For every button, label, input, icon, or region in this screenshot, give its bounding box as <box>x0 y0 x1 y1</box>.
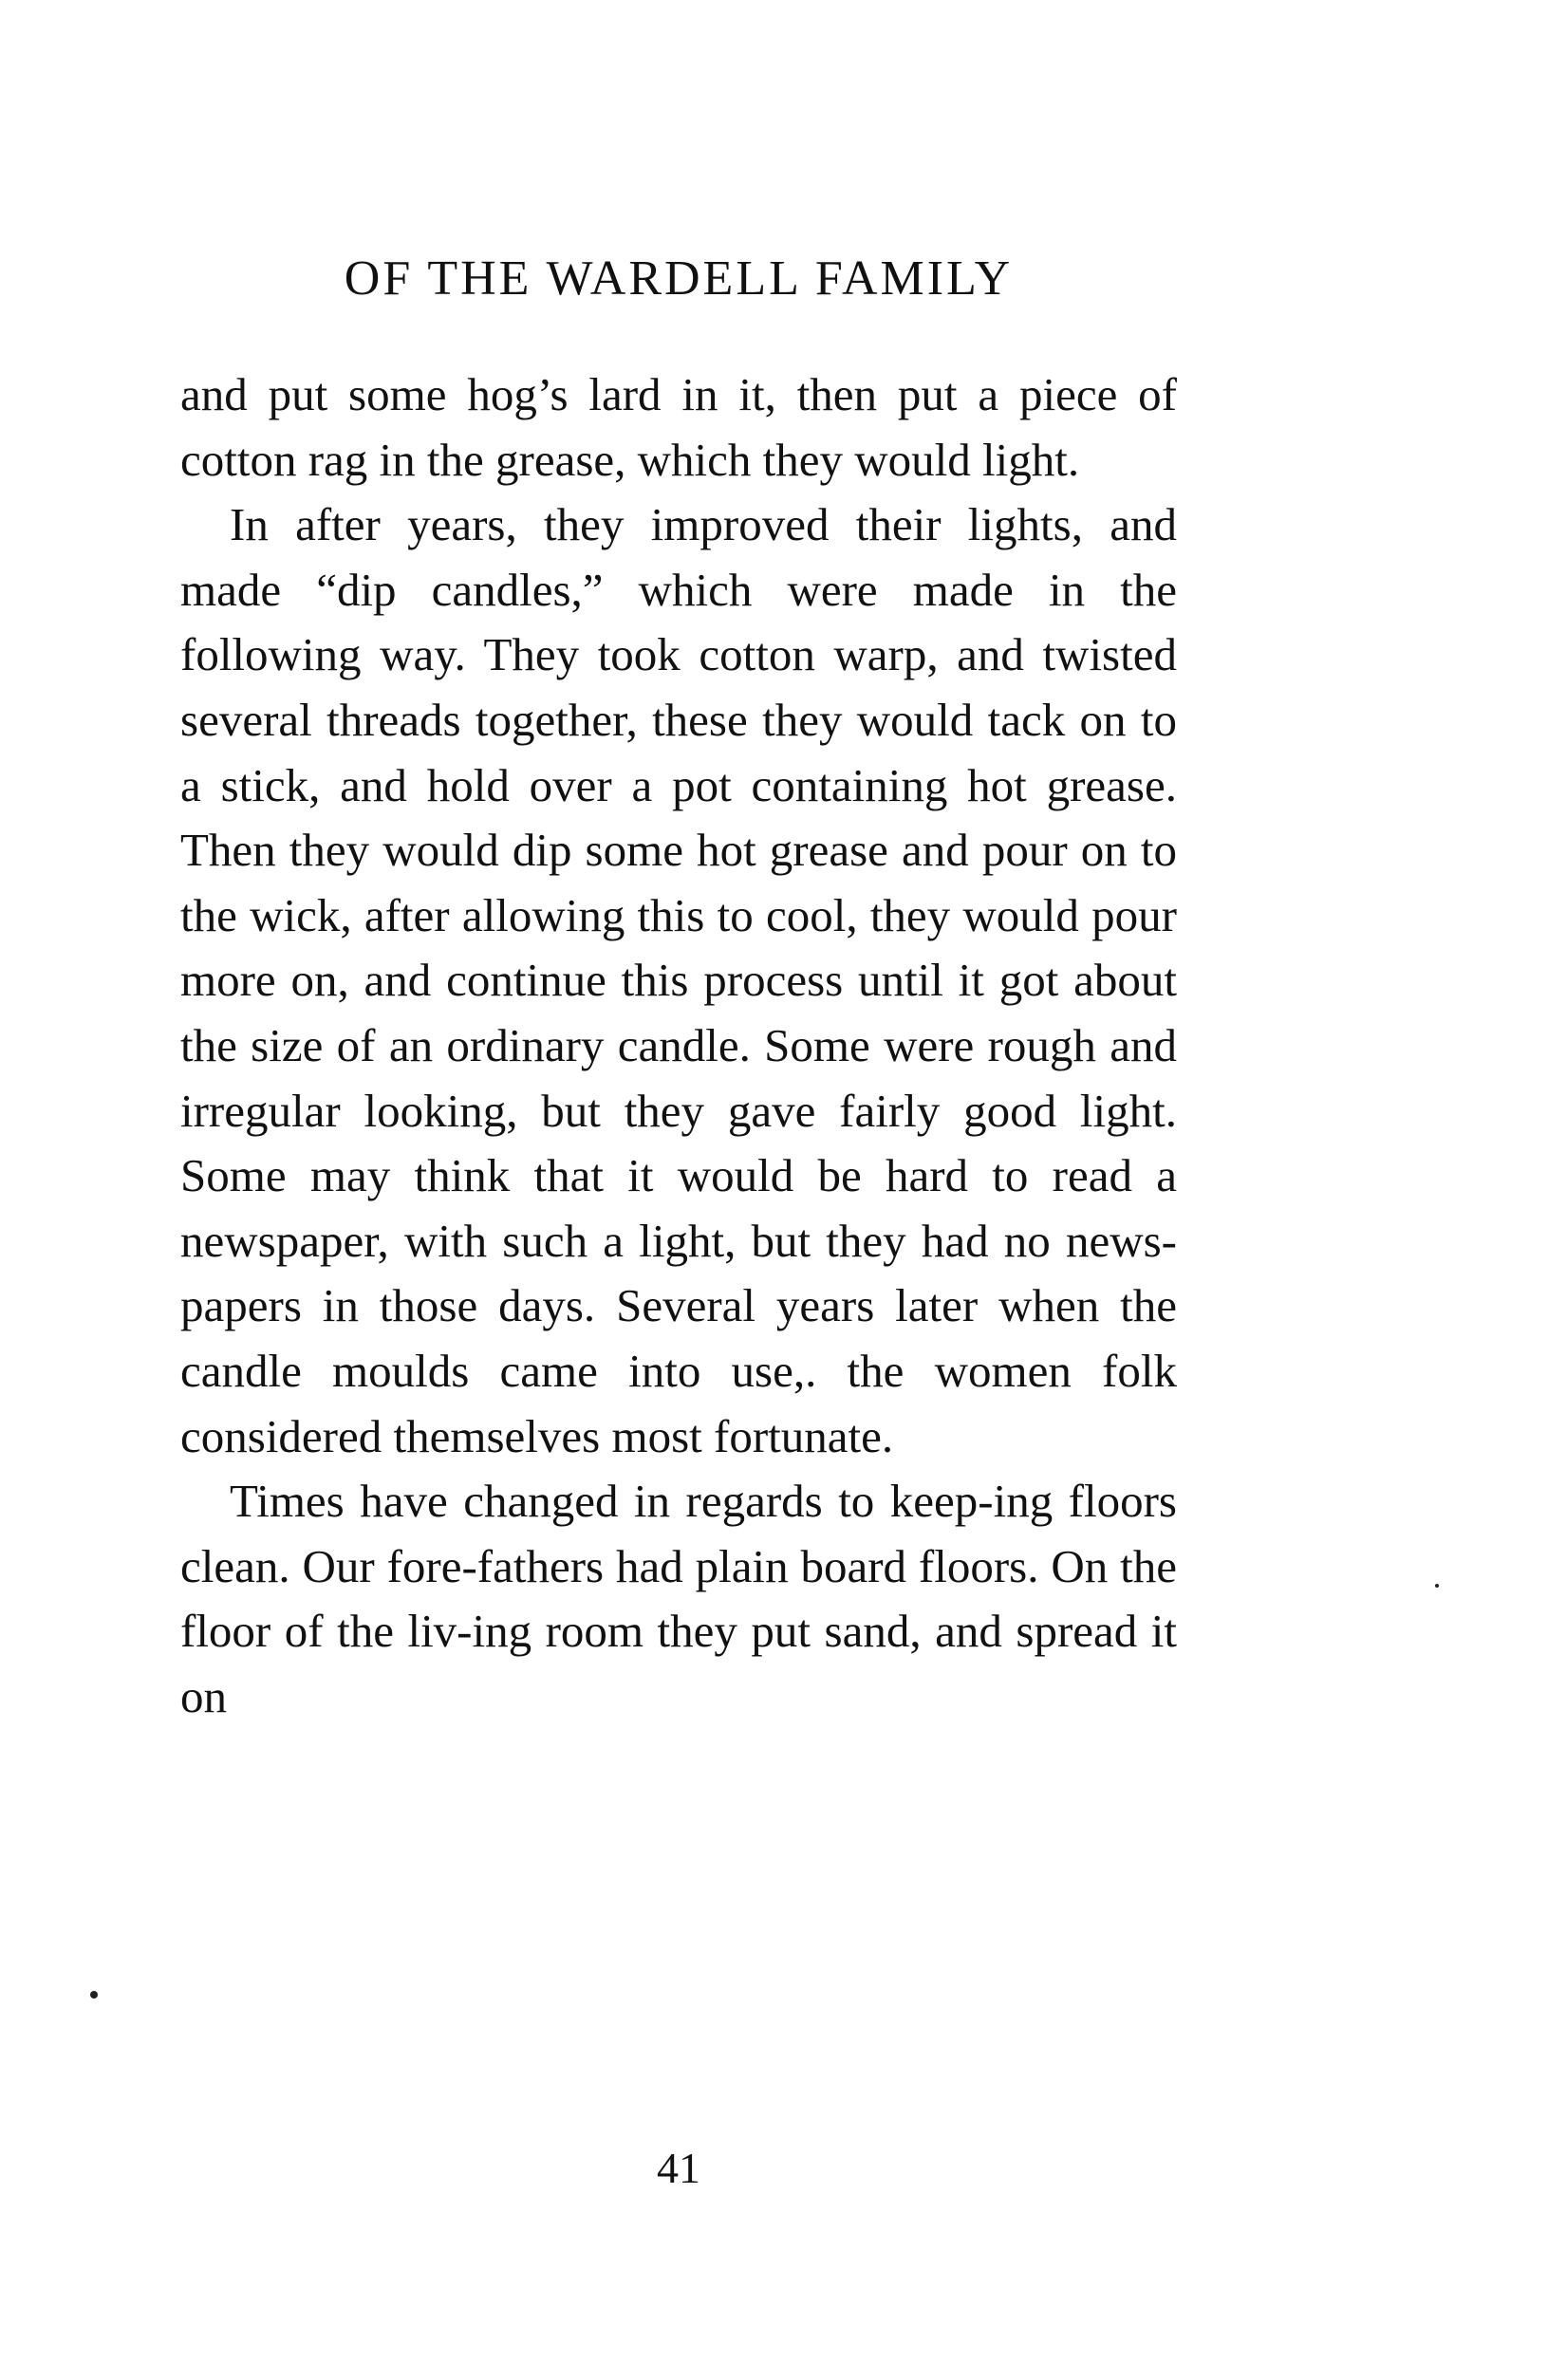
page-number: 41 <box>657 2144 700 2192</box>
ink-speck-left <box>90 1991 98 1999</box>
body-text <box>180 363 1177 1729</box>
running-head: OF THE WARDELL FAMILY <box>344 251 1014 306</box>
ink-speck-right <box>1435 1584 1439 1588</box>
paragraph-dip-candles: In after years, they improved their lights, and made “dip candles,” which were made in the following way. They took cotton warp, and twisted several threads together, these they would tack on to a stick, and hold over a pot containing hot grease. Then they would dip some hot grease and pour on to the wick, after allowing this to cool, they would pour more on, and continue this process until it got about the size of an ordinary candle. Some were rough and irregular looking, but they gave fairly good light. Some may think that it would be hard to read a newspaper, with such a light, but they had no news-papers in those days. Several years later when the candle moulds came into use,. the women folk considered themselves most fortunate. <box>180 498 1177 1462</box>
paragraph-continuation: and put some hog’s lard in it, then put a piece of cotton rag in the grease, which they would light. <box>180 368 1177 486</box>
paragraph-floors: Times have changed in regards to keep-ing floors clean. Our fore-fathers had plain board floors. On the floor of the liv-ing room they put sand, and spread it on <box>180 1475 1177 1722</box>
